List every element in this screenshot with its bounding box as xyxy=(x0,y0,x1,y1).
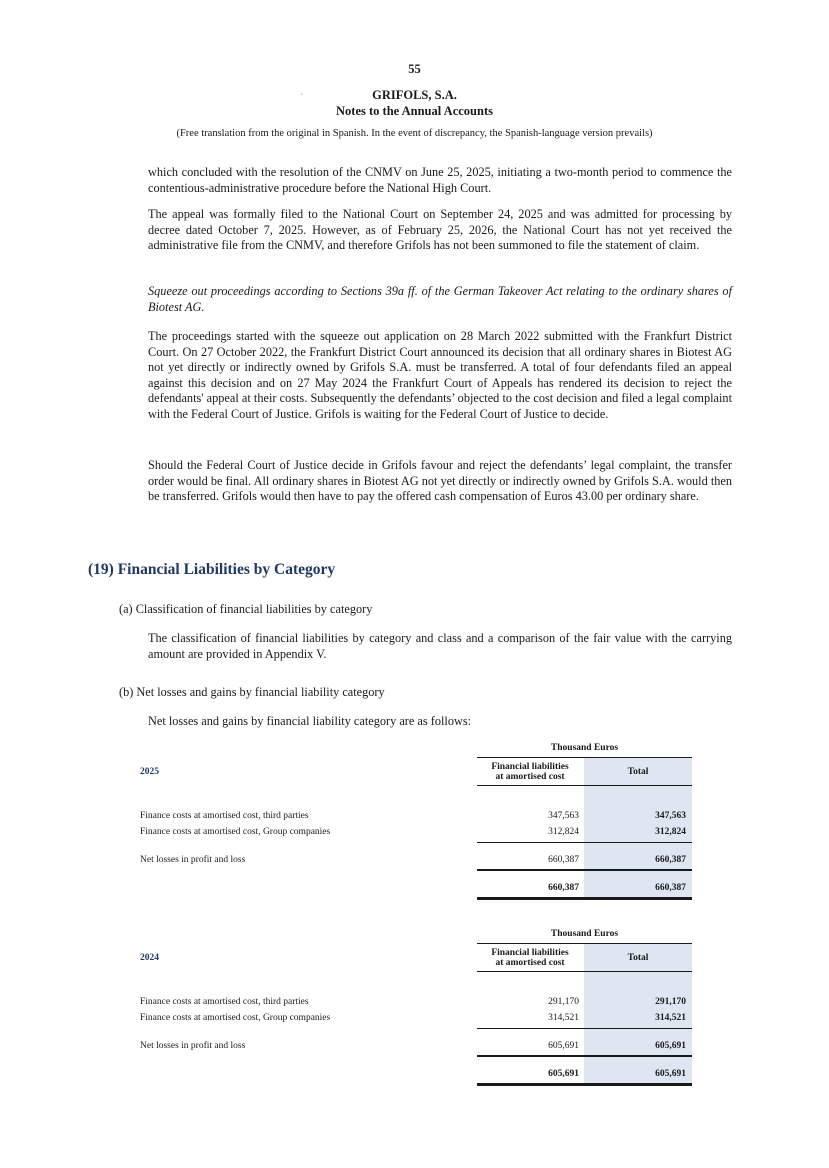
subsection-a-heading: (a) Classification of financial liabilities by category xyxy=(119,602,373,616)
table-cell-value: 660,387 xyxy=(548,855,579,865)
paragraph-appeal: The appeal was formally filed to the National Court on September 24, 2025 and was admitted for processing by decree dated October 7, 2025. However, as of February 25, 2026, the National Court has not yet received the administrative file from the CNMV, and therefore Grifols has not been summoned to file the statement of claim. xyxy=(148,207,732,252)
paragraph-squeeze-out-heading: Squeeze out proceedings according to Sections 39a ff. of the German Takeover Act relating to the ordinary shares of Biotest AG. xyxy=(148,284,732,314)
document-title: Notes to the Annual Accounts xyxy=(336,104,493,118)
column-header-line2: at amortised cost xyxy=(495,958,565,968)
table-cell-total: 660,387 xyxy=(655,855,686,865)
header-bottom-rule xyxy=(477,971,692,972)
subsection-b-heading: (b) Net losses and gains by financial liability category xyxy=(119,685,385,699)
unit-header: Thousand Euros xyxy=(550,929,619,939)
decorative-dot: · xyxy=(300,90,303,99)
table-row-label: Net losses in profit and loss xyxy=(140,855,246,865)
year-label: 2025 xyxy=(140,767,159,777)
total-top-rule xyxy=(477,869,692,871)
subtotal-rule xyxy=(477,842,692,843)
column-header-total: Total xyxy=(627,767,649,777)
subsection-b-text: Net losses and gains by financial liability category are as follows: xyxy=(148,714,472,728)
table-row-label: Finance costs at amortised cost, Group companies xyxy=(140,827,331,837)
year-label: 2024 xyxy=(140,953,159,963)
table-row-label: Net losses in profit and loss xyxy=(140,1041,246,1051)
translation-note: (Free translation from the original in Spanish. In the event of discrepancy, the Spanish-language version prevails) xyxy=(176,128,653,139)
column-header-line1: Financial liabilities xyxy=(491,762,569,772)
company-name: GRIFOLS, S.A. xyxy=(372,88,457,102)
table-cell-value: 291,170 xyxy=(548,997,579,1007)
header-rule xyxy=(477,757,692,758)
paragraph-proceedings: The proceedings started with the squeeze out application on 28 March 2022 submitted with the Frankfurt District Court. On 27 October 2022, the Frankfurt District Court announced its decision that all ordinary shares in Biotest AG not yet directly or indirectly owned by Grifols S.A. must be transferred. A total of four defendants filed an appeal against this decision and on 27 May 2024 the Frankfurt Court of Appeals has rendered its decision to reject the defendants' appeal at their costs. Subsequently the defendants’ objected to the cost decision and filed a legal complaint with the Federal Court of Justice. Grifols is waiting for the Federal Court of Justice to decide. xyxy=(148,329,732,421)
table-cell-value: 605,691 xyxy=(548,1041,579,1051)
total-top-rule xyxy=(477,1055,692,1057)
table-cell-total: 312,824 xyxy=(655,827,686,837)
paragraph-cnmv-resolution: which concluded with the resolution of the CNMV on June 25, 2025, initiating a two-month period to commence the contentious-administrative procedure before the National High Court. xyxy=(148,165,732,195)
table-grand-total: 605,691 xyxy=(655,1069,686,1079)
table-row-label: Finance costs at amortised cost, third parties xyxy=(140,811,309,821)
double-underline-rule xyxy=(477,1083,692,1086)
table-total-value: 605,691 xyxy=(548,1069,579,1079)
table-2025 xyxy=(140,740,692,905)
table-cell-value: 347,563 xyxy=(548,811,579,821)
table-cell-total: 347,563 xyxy=(655,811,686,821)
column-header-line1: Financial liabilities xyxy=(491,948,569,958)
table-grand-total: 660,387 xyxy=(655,883,686,893)
double-underline-rule xyxy=(477,897,692,900)
table-cell-value: 312,824 xyxy=(548,827,579,837)
subsection-a-text: The classification of financial liabilities by category and class and a comparison of the fair value with the carrying amount are provided in Appendix V. xyxy=(148,631,732,661)
paragraph-federal-court: Should the Federal Court of Justice decide in Grifols favour and reject the defendants’ legal complaint, the transfer order would be final. All ordinary shares in Biotest AG not yet directly or indirectly owned by Grifols S.A. would then be transferred. Grifols would then have to pay the offered cash compensation of Euros 43.00 per ordinary share. xyxy=(148,458,732,503)
table-total-value: 660,387 xyxy=(548,883,579,893)
column-header-line2: at amortised cost xyxy=(495,772,565,782)
section-title: (19) Financial Liabilities by Category xyxy=(88,561,336,578)
header-bottom-rule xyxy=(477,785,692,786)
table-row-label: Finance costs at amortised cost, third parties xyxy=(140,997,309,1007)
table-cell-value: 314,521 xyxy=(548,1013,579,1023)
table-cell-total: 291,170 xyxy=(655,997,686,1007)
table-cell-total: 605,691 xyxy=(655,1041,686,1051)
table-cell-total: 314,521 xyxy=(655,1013,686,1023)
column-header-total: Total xyxy=(627,953,649,963)
column-header-amortised-cost xyxy=(477,948,583,968)
header-rule xyxy=(477,943,692,944)
subtotal-rule xyxy=(477,1028,692,1029)
table-2024 xyxy=(140,926,692,1091)
column-header-amortised-cost xyxy=(477,762,583,782)
unit-header: Thousand Euros xyxy=(550,743,619,753)
page-number: 55 xyxy=(408,62,421,76)
table-row-label: Finance costs at amortised cost, Group companies xyxy=(140,1013,331,1023)
